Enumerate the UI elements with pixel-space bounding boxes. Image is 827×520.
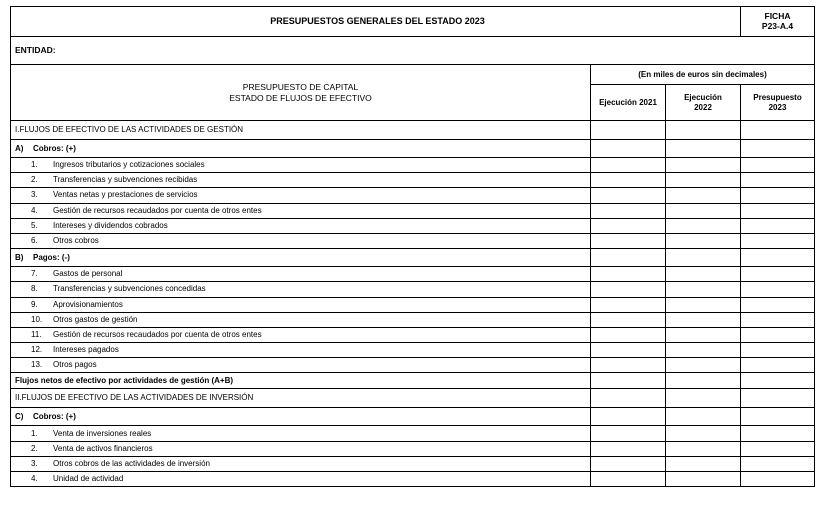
row-label bbox=[11, 441, 591, 456]
value-cell bbox=[591, 343, 666, 358]
row-text: Gestión de recursos recaudados por cuenta de otros entes bbox=[53, 205, 262, 215]
table-row bbox=[11, 203, 815, 218]
statement-heading bbox=[11, 65, 591, 121]
value-cell bbox=[741, 218, 815, 233]
row-text: Otros cobros bbox=[53, 236, 99, 246]
row-number: 3. bbox=[31, 190, 38, 200]
cash-flow-statement-table bbox=[10, 6, 815, 487]
value-cell bbox=[666, 158, 741, 173]
value-cell bbox=[666, 282, 741, 297]
value-cell bbox=[591, 389, 666, 408]
table-row bbox=[11, 173, 815, 188]
table-row bbox=[11, 282, 815, 297]
value-cell bbox=[591, 312, 666, 327]
value-cell bbox=[591, 472, 666, 487]
value-cell bbox=[666, 140, 741, 158]
row-label bbox=[11, 203, 591, 218]
column-header-line: 2022 bbox=[694, 102, 712, 112]
value-cell bbox=[591, 121, 666, 140]
row-label bbox=[11, 358, 591, 373]
row-label bbox=[11, 188, 591, 203]
row-number: 6. bbox=[31, 236, 38, 246]
value-cell bbox=[666, 233, 741, 248]
value-cell bbox=[666, 358, 741, 373]
row-number: 12. bbox=[31, 345, 43, 355]
table-row bbox=[11, 358, 815, 373]
row-label bbox=[11, 312, 591, 327]
value-cell bbox=[591, 218, 666, 233]
value-cell bbox=[666, 188, 741, 203]
row-number: 4. bbox=[31, 205, 38, 215]
sub-row bbox=[11, 249, 815, 267]
row-label bbox=[11, 373, 591, 389]
table-row bbox=[11, 233, 815, 248]
value-cell bbox=[741, 121, 815, 140]
value-cell bbox=[741, 426, 815, 441]
row-label bbox=[11, 408, 591, 426]
row-label bbox=[11, 267, 591, 282]
row-number: 13. bbox=[31, 360, 43, 370]
title-row bbox=[11, 7, 815, 37]
row-text: Transferencias y subvenciones concedidas bbox=[53, 284, 206, 294]
value-cell bbox=[741, 327, 815, 342]
value-cell bbox=[666, 389, 741, 408]
row-label bbox=[11, 121, 591, 140]
statement-heading-line1: PRESUPUESTO DE CAPITAL bbox=[242, 82, 359, 93]
row-text: Cobros: (+) bbox=[33, 143, 76, 153]
row-text: FLUJOS DE EFECTIVO DE LAS ACTIVIDADES DE GESTIÓN bbox=[19, 125, 244, 134]
value-cell bbox=[591, 203, 666, 218]
row-text: Transferencias y subvenciones recibidas bbox=[53, 175, 198, 185]
value-cell bbox=[666, 408, 741, 426]
row-text: Gastos de personal bbox=[53, 269, 123, 279]
column-header-presupuesto-2023 bbox=[741, 85, 815, 121]
value-cell bbox=[666, 343, 741, 358]
row-label bbox=[11, 297, 591, 312]
row-label bbox=[11, 343, 591, 358]
value-cell bbox=[741, 188, 815, 203]
value-cell bbox=[591, 297, 666, 312]
row-text: Otros cobros de las actividades de inversión bbox=[53, 458, 210, 468]
value-cell bbox=[666, 312, 741, 327]
row-number: 1. bbox=[31, 160, 38, 170]
value-cell bbox=[741, 267, 815, 282]
value-cell bbox=[666, 267, 741, 282]
value-cell bbox=[591, 426, 666, 441]
statement-heading-line2: ESTADO DE FLUJOS DE EFECTIVO bbox=[229, 92, 372, 103]
value-cell bbox=[666, 297, 741, 312]
value-cell bbox=[666, 327, 741, 342]
value-cell bbox=[591, 267, 666, 282]
total-row bbox=[11, 373, 815, 389]
table-row bbox=[11, 343, 815, 358]
entity-label: ENTIDAD: bbox=[11, 37, 815, 65]
ficha-label: FICHA bbox=[764, 10, 791, 21]
value-cell bbox=[741, 472, 815, 487]
ficha-code bbox=[741, 7, 815, 37]
row-text: Intereses pagados bbox=[53, 345, 119, 355]
row-label bbox=[11, 426, 591, 441]
document-title: PRESUPUESTOS GENERALES DEL ESTADO 2023 bbox=[11, 7, 741, 37]
table-row bbox=[11, 267, 815, 282]
row-number: 10. bbox=[31, 314, 43, 324]
row-number: 2. bbox=[31, 443, 38, 453]
row-label bbox=[11, 327, 591, 342]
value-cell bbox=[666, 472, 741, 487]
column-header-line: 2023 bbox=[768, 102, 787, 112]
row-number: 4. bbox=[31, 474, 38, 484]
column-header-line: Ejecución 2021 bbox=[599, 97, 657, 107]
value-cell bbox=[591, 173, 666, 188]
value-cell bbox=[666, 373, 741, 389]
value-cell bbox=[741, 312, 815, 327]
sub-row bbox=[11, 140, 815, 158]
ficha-number: P23-A.4 bbox=[761, 20, 794, 31]
table-row bbox=[11, 158, 815, 173]
value-cell bbox=[741, 389, 815, 408]
row-text: Venta de activos financieros bbox=[53, 443, 153, 453]
row-text: FLUJOS DE EFECTIVO DE LAS ACTIVIDADES DE INVERSIÓN bbox=[21, 393, 254, 403]
table-row bbox=[11, 472, 815, 487]
value-cell bbox=[741, 233, 815, 248]
value-cell bbox=[741, 173, 815, 188]
row-label bbox=[11, 282, 591, 297]
value-cell bbox=[666, 203, 741, 218]
value-cell bbox=[666, 218, 741, 233]
row-text: Venta de inversiones reales bbox=[53, 428, 152, 438]
units-row bbox=[11, 65, 815, 85]
row-text: Ingresos tributarios y cotizaciones sociales bbox=[53, 160, 205, 170]
row-number: II. bbox=[15, 393, 22, 403]
table-row bbox=[11, 441, 815, 456]
row-number: 3. bbox=[31, 458, 38, 468]
units-note: (En miles de euros sin decimales) bbox=[591, 65, 815, 85]
value-cell bbox=[741, 249, 815, 267]
table-row bbox=[11, 188, 815, 203]
row-text: Pagos: (-) bbox=[33, 252, 70, 262]
row-label bbox=[11, 233, 591, 248]
column-header-line: Presupuesto bbox=[753, 93, 802, 103]
value-cell bbox=[741, 203, 815, 218]
row-label bbox=[11, 140, 591, 158]
row-text: Gestión de recursos recaudados por cuenta de otros entes bbox=[53, 329, 262, 339]
value-cell bbox=[591, 408, 666, 426]
row-number: 1. bbox=[31, 428, 38, 438]
value-cell bbox=[591, 327, 666, 342]
table-row bbox=[11, 218, 815, 233]
row-label bbox=[11, 173, 591, 188]
row-number: 7. bbox=[31, 269, 38, 279]
table-row bbox=[11, 456, 815, 471]
value-cell bbox=[741, 140, 815, 158]
row-text: Unidad de actividad bbox=[53, 474, 124, 484]
row-text: Ventas netas y prestaciones de servicios bbox=[53, 190, 198, 200]
value-cell bbox=[666, 121, 741, 140]
value-cell bbox=[591, 158, 666, 173]
row-label bbox=[11, 249, 591, 267]
value-cell bbox=[741, 441, 815, 456]
value-cell bbox=[741, 373, 815, 389]
value-cell bbox=[591, 441, 666, 456]
row-number: 2. bbox=[31, 175, 38, 185]
value-cell bbox=[591, 373, 666, 389]
column-header-ejecucion-2022 bbox=[666, 85, 741, 121]
row-number: C) bbox=[15, 411, 24, 421]
row-number: I. bbox=[15, 125, 20, 134]
column-header-ejecucion-2021 bbox=[591, 85, 666, 121]
table-row bbox=[11, 297, 815, 312]
row-text: Flujos netos de efectivo por actividades de gestión (A+B) bbox=[15, 375, 234, 385]
value-cell bbox=[591, 188, 666, 203]
value-cell bbox=[741, 358, 815, 373]
row-number: 8. bbox=[31, 284, 38, 294]
value-cell bbox=[666, 249, 741, 267]
column-header-line: Ejecución bbox=[684, 93, 722, 103]
row-label bbox=[11, 472, 591, 487]
value-cell bbox=[591, 140, 666, 158]
value-cell bbox=[591, 233, 666, 248]
value-cell bbox=[591, 358, 666, 373]
row-label bbox=[11, 389, 591, 408]
row-text: Cobros: (+) bbox=[33, 411, 76, 421]
row-label bbox=[11, 158, 591, 173]
row-label bbox=[11, 218, 591, 233]
table-row bbox=[11, 312, 815, 327]
table-row bbox=[11, 426, 815, 441]
value-cell bbox=[741, 456, 815, 471]
value-cell bbox=[666, 426, 741, 441]
value-cell bbox=[741, 297, 815, 312]
row-number: 11. bbox=[31, 329, 42, 339]
row-number: A) bbox=[15, 143, 24, 153]
value-cell bbox=[741, 158, 815, 173]
value-cell bbox=[666, 441, 741, 456]
row-number: 5. bbox=[31, 220, 38, 230]
entity-row bbox=[11, 37, 815, 65]
row-text: Aprovisionamientos bbox=[53, 299, 123, 309]
value-cell bbox=[741, 282, 815, 297]
section-row bbox=[11, 121, 815, 140]
value-cell bbox=[666, 456, 741, 471]
section-row bbox=[11, 389, 815, 408]
row-text: Otros gastos de gestión bbox=[53, 314, 138, 324]
row-text: Intereses y dividendos cobrados bbox=[53, 220, 168, 230]
value-cell bbox=[591, 456, 666, 471]
sub-row bbox=[11, 408, 815, 426]
value-cell bbox=[591, 249, 666, 267]
row-text: Otros pagos bbox=[53, 360, 97, 370]
value-cell bbox=[666, 173, 741, 188]
row-label bbox=[11, 456, 591, 471]
table-row bbox=[11, 327, 815, 342]
value-cell bbox=[591, 282, 666, 297]
value-cell bbox=[741, 408, 815, 426]
row-number: B) bbox=[15, 252, 24, 262]
row-number: 9. bbox=[31, 299, 38, 309]
value-cell bbox=[741, 343, 815, 358]
